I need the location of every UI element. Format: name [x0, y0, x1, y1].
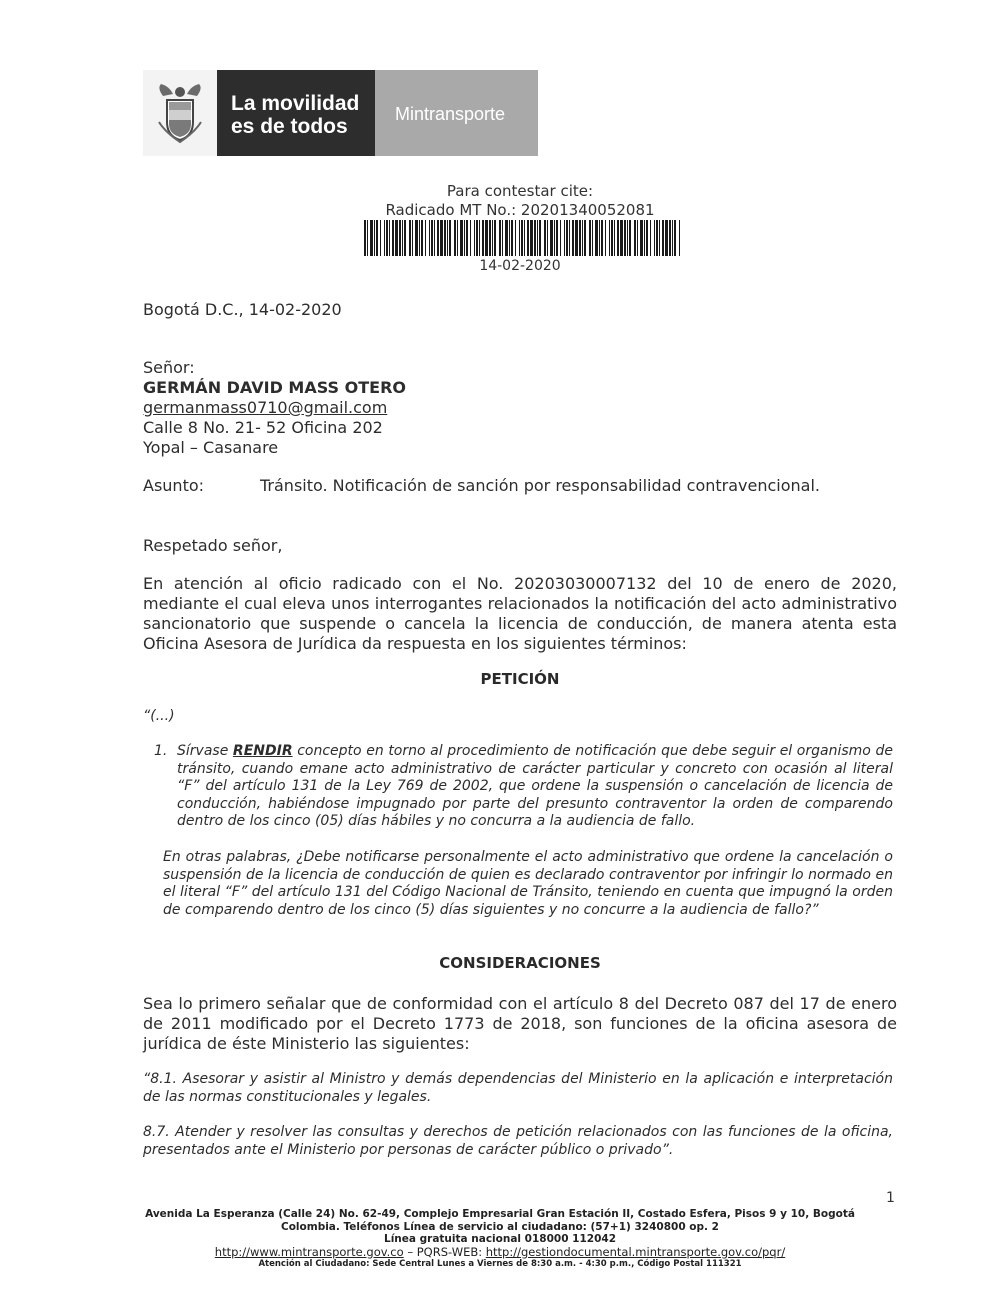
quote-8-1: “8.1. Asesorar y asistir al Ministro y demás dependencias del Ministerio en la aplicación e interpretación de las normas constitucionales y legales.: [143, 1071, 893, 1105]
list-item: [177, 743, 893, 831]
radicado-label: Para contestar cite:: [446, 182, 594, 200]
recipient-city: Yopal – Casanare: [143, 438, 279, 457]
barcode-icon: [364, 220, 680, 256]
greeting: Respetado señor,: [143, 536, 283, 555]
quote-open: “(...): [143, 708, 175, 724]
peticion-heading: PETICIÓN: [480, 670, 560, 688]
peticion-paragraph2: En otras palabras, ¿Debe notificarse personalmente el acto administrativo que ordene la cancelación o suspensión de la licencia de conducción de quien es declarado contraventor por infringir lo normado en el literal “F” del artículo 131 del Código Nacional de Tránsito, teniendo en cuenta que impugnó la orden de comparendo dentro de los cinco (5) días siguientes y no concurre a la audiencia de fallo?”: [163, 849, 893, 918]
recipient-address: Calle 8 No. 21- 52 Oficina 202: [143, 418, 383, 437]
footer-toll-free: Línea gratuita nacional 018000 112042: [384, 1233, 616, 1245]
footer-address: Avenida La Esperanza (Calle 24) No. 62-49, Complejo Empresarial Gran Estación II, Costado Esfera, Pisos 9 y 10, Bogotá: [145, 1208, 855, 1220]
radicado-block: [360, 182, 680, 220]
page-number: 1: [886, 1190, 895, 1206]
intro-paragraph: En atención al oficio radicado con el No. 20203030007132 del 10 de enero de 2020, mediante el cual eleva unos interrogantes relacionados la notificación del acto administrativo sancionatorio que suspende o cancela la licencia de conducción, de manera atenta esta Oficina Asesora de Jurídica da respuesta en los siguientes términos:: [143, 574, 897, 653]
list-item-number: 1.: [154, 743, 168, 759]
subject-text: Tránsito. Notificación de sanción por responsabilidad contravencional.: [260, 476, 820, 495]
list-item-pre: Sírvase: [177, 743, 233, 759]
ministry-logo: [143, 70, 538, 156]
radicado-date: 14-02-2020: [479, 258, 561, 274]
footer: [140, 1208, 860, 1271]
footer-website-link[interactable]: http://www.mintransporte.gov.co: [214, 1244, 404, 1259]
logo-slogan-line1: La movilidad: [231, 92, 360, 115]
logo-slogan: [217, 70, 375, 156]
recipient-name: GERMÁN DAVID MASS OTERO: [143, 378, 406, 397]
coat-of-arms-icon: [143, 70, 217, 156]
radicado-number: Radicado MT No.: 20201340052081: [385, 201, 655, 219]
footer-pqr-link[interactable]: http://gestiondocumental.mintransporte.gov.co/pqr/: [485, 1244, 786, 1259]
footer-link-separator: – PQRS-WEB:: [403, 1244, 486, 1259]
footer-links: [140, 1246, 860, 1259]
quote-8-7: 8.7. Atender y resolver las consultas y derechos de petición relacionados con las funciones de la oficina, presentados ante el Ministerio por personas de carácter público o privado”.: [143, 1124, 893, 1158]
consideraciones-heading: CONSIDERACIONES: [439, 954, 601, 972]
logo-slogan-line2: es de todos: [231, 115, 348, 138]
subject-label: Asunto:: [143, 476, 205, 495]
footer-hours: Atención al Ciudadano: Sede Central Lunes a Viernes de 8:30 a.m. - 4:30 p.m., Código Postal 111321: [258, 1259, 742, 1269]
recipient-block: [143, 358, 406, 458]
logo-brand: Mintransporte: [375, 70, 538, 156]
list-item-bold: RENDIR: [232, 743, 293, 759]
list-item-post: concepto en torno al procedimiento de notificación que debe seguir el organismo de tránsito, cuando emane acto administrativo de carácter particular y concreto con ocasión al literal “F” del artículo 131 de la Ley 769 de 2002, que ordene la suspensión o cancelación de licencia de conducción, habiéndose impugnado por parte del presunto contraventor la orden de comparendo dentro de los cinco (05) días hábiles y no concurra a la audiencia de fallo.: [177, 743, 893, 829]
recipient-salutation: Señor:: [143, 358, 195, 377]
consideraciones-paragraph: Sea lo primero señalar que de conformidad con el artículo 8 del Decreto 087 del 17 de enero de 2011 modificado por el Decreto 1773 de 2018, son funciones de la oficina asesora de jurídica de éste Ministerio las siguientes:: [143, 994, 897, 1053]
place-date: Bogotá D.C., 14-02-2020: [143, 300, 342, 319]
footer-phones: Colombia. Teléfonos Línea de servicio al ciudadano: (57+1) 3240800 op. 2: [281, 1220, 719, 1233]
recipient-email[interactable]: germanmass0710@gmail.com: [143, 398, 388, 417]
